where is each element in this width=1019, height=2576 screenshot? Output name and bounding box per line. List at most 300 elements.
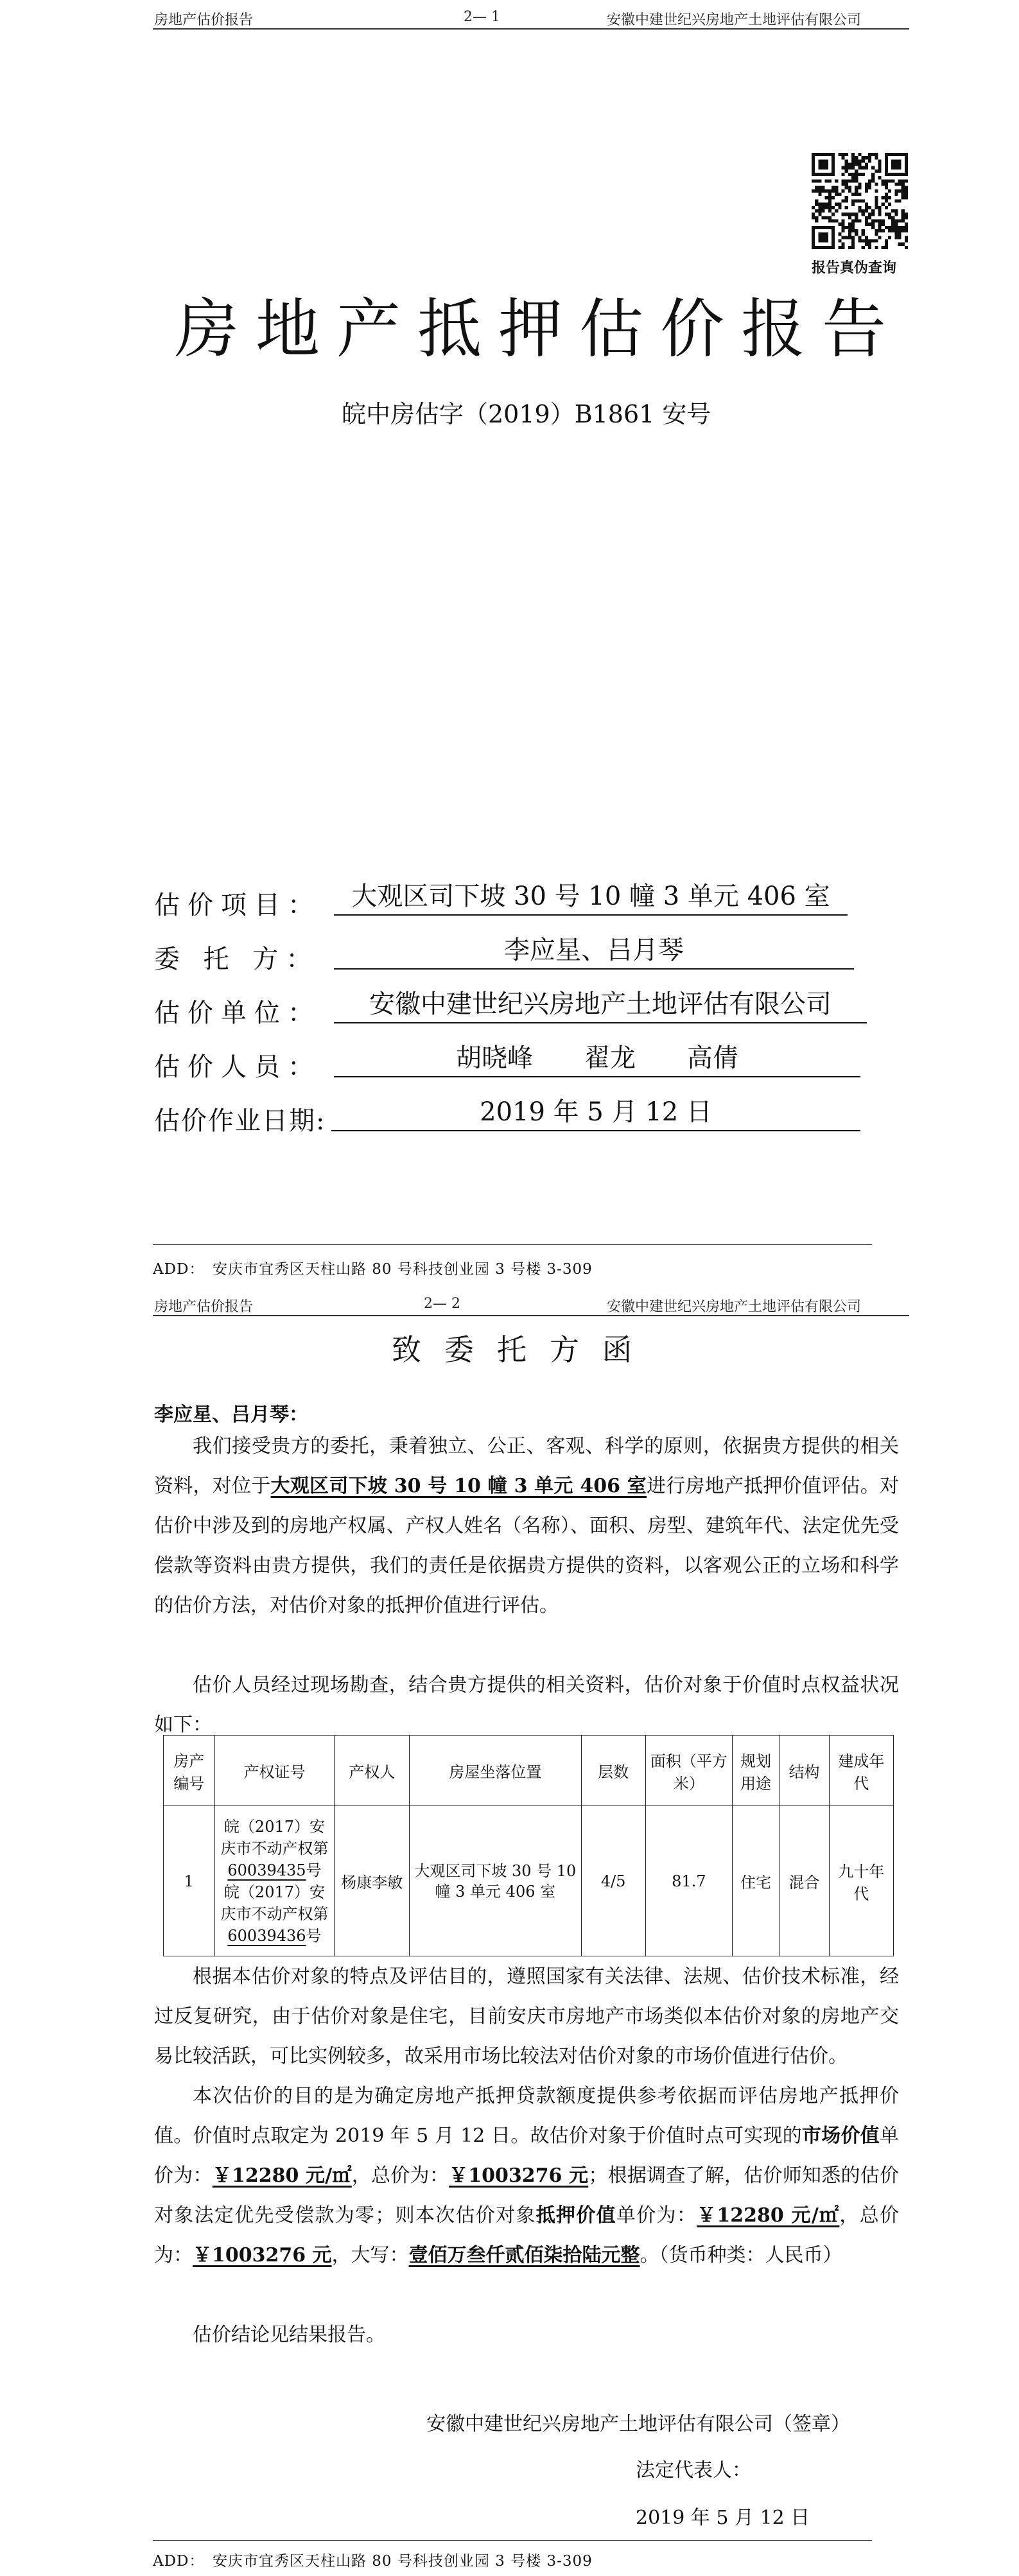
qr-module [845, 179, 848, 182]
mortgage-value-label: 抵押价值 [536, 2204, 616, 2227]
page2-header-page-number: 2— 2 [424, 1296, 460, 1312]
qr-module [832, 239, 835, 242]
qr-module [815, 189, 818, 193]
qr-module [894, 189, 898, 193]
qr-module [855, 229, 858, 232]
qr-module [855, 176, 858, 179]
qr-module [828, 226, 832, 229]
qr-module [878, 163, 881, 166]
cell-location: 大观区司下坡 30 号 10 幢 3 单元 406 室 [410, 1806, 581, 1956]
qr-module [845, 236, 848, 239]
table-header-floors: 层数 [581, 1736, 645, 1806]
qr-module [898, 173, 901, 176]
qr-module [825, 226, 828, 229]
qr-module [878, 226, 881, 229]
qr-module [875, 170, 878, 173]
qr-module [898, 199, 901, 202]
qr-module [878, 166, 881, 170]
qr-module [894, 213, 898, 216]
qr-module [812, 229, 815, 232]
qr-module [825, 153, 828, 156]
qr-module [885, 183, 888, 186]
qr-module [815, 173, 818, 176]
qr-module [878, 223, 881, 226]
page1-header-rule [153, 28, 909, 30]
qr-module [888, 173, 891, 176]
qr-module [832, 163, 835, 166]
qr-module [818, 159, 821, 162]
qr-module [865, 216, 868, 219]
qr-module [885, 170, 888, 173]
qr-module [851, 199, 855, 202]
qr-module [905, 186, 908, 189]
cell-structure: 混合 [779, 1806, 829, 1956]
qr-module [818, 173, 821, 176]
qr-module [871, 223, 875, 226]
qr-module [842, 229, 845, 232]
qr-module [871, 176, 875, 179]
cell-usage: 住宅 [733, 1806, 779, 1956]
table-header-structure: 结构 [779, 1736, 829, 1806]
qr-module [878, 213, 881, 216]
qr-module [851, 219, 855, 222]
qr-module [868, 216, 871, 219]
qr-module [885, 186, 888, 189]
qr-module [871, 209, 875, 213]
qr-module [842, 153, 845, 156]
qr-module [818, 163, 821, 166]
qr-module [871, 226, 875, 229]
qr-module [832, 170, 835, 173]
qr-module [828, 179, 832, 182]
cert1-text: 皖（2017）安庆市不动产权第 [220, 1817, 329, 1858]
qr-module [855, 186, 858, 189]
qr-module [885, 179, 888, 182]
qr-module [825, 232, 828, 236]
page1-header-left: 房地产估价报告 [154, 12, 254, 28]
qr-module [888, 236, 891, 239]
qr-module [812, 189, 815, 193]
qr-module [885, 226, 888, 229]
qr-module [875, 229, 878, 232]
qr-module [885, 159, 888, 162]
qr-module [862, 246, 865, 249]
qr-module [812, 179, 815, 182]
qr-module [815, 246, 818, 249]
qr-module [882, 203, 885, 206]
qr-module [812, 232, 815, 236]
qr-module [894, 163, 898, 166]
qr-module [851, 213, 855, 216]
field-value-client: 李应星、吕月琴 [334, 934, 854, 970]
qr-module [832, 236, 835, 239]
qr-module [898, 189, 901, 193]
qr-module [905, 179, 908, 182]
qr-module [901, 216, 905, 219]
qr-module [891, 209, 894, 213]
qr-module [851, 153, 855, 156]
qr-module [858, 153, 861, 156]
qr-module [842, 199, 845, 202]
qr-module [882, 223, 885, 226]
qr-module [868, 223, 871, 226]
table-header-area: 面积（平方米） [645, 1736, 732, 1806]
qr-module [865, 203, 868, 206]
qr-module [905, 156, 908, 159]
qr-module [822, 159, 825, 162]
qr-module [885, 239, 888, 242]
signature-company: 安徽中建世纪兴房地产土地评估有限公司（签章） [426, 2413, 850, 2435]
qr-module [851, 193, 855, 196]
qr-module [851, 156, 855, 159]
qr-module [828, 193, 832, 196]
qr-module [851, 203, 855, 206]
qr-module [842, 166, 845, 170]
qr-module [835, 209, 838, 213]
field-value-project: 大观区司下坡 30 号 10 幢 3 单元 406 室 [334, 880, 848, 916]
qr-module [848, 246, 851, 249]
qr-module [888, 189, 891, 193]
qr-module [905, 226, 908, 229]
qr-module [855, 159, 858, 162]
qr-module [822, 166, 825, 170]
qr-module [871, 179, 875, 182]
qr-module [812, 159, 815, 162]
qr-module [842, 219, 845, 222]
qr-module [901, 243, 905, 246]
qr-module [905, 189, 908, 193]
qr-module [894, 209, 898, 213]
qr-module [905, 153, 908, 156]
field-label-appraiser-unit: 估价单位： [154, 998, 321, 1028]
qr-module [818, 226, 821, 229]
cell-owners: 杨康李敏 [335, 1806, 410, 1956]
qr-module [851, 226, 855, 229]
qr-module [815, 203, 818, 206]
qr-module [855, 193, 858, 196]
qr-module [891, 219, 894, 222]
qr-module [818, 232, 821, 236]
qr-module [894, 236, 898, 239]
qr-module [885, 166, 888, 170]
qr-module [868, 153, 871, 156]
qr-module [898, 243, 901, 246]
qr-module [898, 229, 901, 232]
qr-module [851, 173, 855, 176]
valuation-text-d: ；根据调查了解，估价师知悉的估价对象法定优先受偿款为零；则本次估价对象 [154, 2164, 900, 2227]
qr-module [825, 206, 828, 209]
market-value-label: 市场价值 [802, 2125, 880, 2147]
qr-module [832, 196, 835, 199]
qr-module [905, 159, 908, 162]
qr-module [891, 163, 894, 166]
qr-module [822, 186, 825, 189]
qr-module [868, 156, 871, 159]
qr-module [845, 163, 848, 166]
field-label-client: 委 托 方： [154, 944, 320, 974]
qr-module [862, 232, 865, 236]
qr-module [894, 223, 898, 226]
qr-module [882, 219, 885, 222]
qr-module [885, 206, 888, 209]
qr-module [848, 166, 851, 170]
qr-module [855, 216, 858, 219]
qr-module [812, 206, 815, 209]
qr-module [822, 206, 825, 209]
qr-module [871, 153, 875, 156]
qr-module [858, 236, 861, 239]
qr-module [822, 189, 825, 193]
qr-module [905, 173, 908, 176]
qr-module [862, 173, 865, 176]
table-header-usage: 规划用途 [733, 1736, 779, 1806]
qr-module [905, 163, 908, 166]
qr-module [888, 153, 891, 156]
qr-module [845, 206, 848, 209]
table-header-number: 房产编号 [164, 1736, 215, 1806]
qr-module [828, 246, 832, 249]
qr-module [875, 203, 878, 206]
qr-module [845, 159, 848, 162]
qr-module [865, 219, 868, 222]
qr-module [838, 246, 841, 249]
qr-module [901, 183, 905, 186]
document-number: 皖中房估字（2019）B1861 安号 [342, 400, 711, 428]
qr-module [865, 163, 868, 166]
qr-module [888, 226, 891, 229]
qr-module [858, 239, 861, 242]
qr-module [858, 163, 861, 166]
valuation-text-g: ，大写： [331, 2244, 409, 2267]
qr-module [888, 196, 891, 199]
qr-module [835, 189, 838, 193]
field-value-appraiser-unit: 安徽中建世纪兴房地产土地评估有限公司 [334, 988, 867, 1023]
qr-module [815, 219, 818, 222]
qr-module [894, 183, 898, 186]
qr-module [812, 239, 815, 242]
qr-module [822, 173, 825, 176]
valuation-text-e: 单价为： [616, 2204, 697, 2227]
qr-module [878, 176, 881, 179]
qr-module [848, 163, 851, 166]
qr-module [875, 239, 878, 242]
qr-module [885, 163, 888, 166]
market-total-price: ￥1003276 元 [449, 2164, 589, 2187]
qr-module [828, 209, 832, 213]
qr-module [832, 186, 835, 189]
valuation-text-h: 。（货币种类：人民币） [640, 2244, 842, 2267]
qr-module [894, 232, 898, 236]
qr-module [848, 186, 851, 189]
qr-module [885, 213, 888, 216]
qr-module [905, 213, 908, 216]
qr-module [855, 199, 858, 202]
qr-module [842, 213, 845, 216]
cert2-suffix: 号 [306, 1926, 322, 1945]
qr-module [818, 186, 821, 189]
qr-module [832, 226, 835, 229]
qr-module [875, 156, 878, 159]
qr-module [825, 196, 828, 199]
qr-module [851, 236, 855, 239]
qr-module [848, 236, 851, 239]
qr-module [815, 226, 818, 229]
qr-module [871, 219, 875, 222]
qr-module [894, 229, 898, 232]
qr-module [832, 232, 835, 236]
qr-module [905, 246, 908, 249]
qr-module [822, 209, 825, 213]
qr-module [828, 199, 832, 202]
qr-module [868, 183, 871, 186]
signature-representative: 法定代表人： [636, 2459, 751, 2482]
qr-module [825, 239, 828, 242]
qr-module [832, 219, 835, 222]
qr-module [885, 199, 888, 202]
qr-module [905, 223, 908, 226]
total-price-uppercase: 壹佰万叁仟贰佰柒拾陆元整 [408, 2244, 640, 2267]
qr-module [865, 156, 868, 159]
qr-module [855, 163, 858, 166]
qr-module [851, 229, 855, 232]
qr-module [885, 156, 888, 159]
qr-module [901, 213, 905, 216]
qr-module [894, 153, 898, 156]
cell-floors: 4/5 [581, 1806, 645, 1956]
qr-module [828, 153, 832, 156]
qr-module [855, 179, 858, 182]
qr-module [875, 232, 878, 236]
qr-module [832, 173, 835, 176]
qr-module [842, 156, 845, 159]
qr-module [898, 183, 901, 186]
qr-module [901, 189, 905, 193]
paragraph-site-survey: 估价人员经过现场勘查，结合贵方提供的相关资料，估价对象于价值时点权益状况如下： [154, 1674, 899, 1736]
qr-module [832, 243, 835, 246]
qr-module [812, 226, 815, 229]
table-header-owner: 产权人 [335, 1736, 410, 1806]
qr-module [812, 166, 815, 170]
letter-title: 致委托方函 [392, 1332, 655, 1367]
qr-module [812, 216, 815, 219]
qr-module [812, 153, 815, 156]
qr-module [885, 196, 888, 199]
qr-module [851, 239, 855, 242]
qr-module [885, 173, 888, 176]
qr-module [832, 229, 835, 232]
qr-module [885, 246, 888, 249]
qr-module [845, 166, 848, 170]
qr-module [845, 186, 848, 189]
qr-module [865, 206, 868, 209]
cert2-text: 皖（2017）安庆市不动产权第 [220, 1883, 329, 1923]
qr-module [875, 246, 878, 249]
qr-module [835, 203, 838, 206]
qr-module [851, 166, 855, 170]
qr-module [812, 243, 815, 246]
qr-module [822, 236, 825, 239]
qr-module [815, 153, 818, 156]
qr-module [891, 229, 894, 232]
qr-module [842, 223, 845, 226]
field-value-appraisers: 胡晓峰 翟龙 高倩 [334, 1041, 860, 1077]
qr-module [875, 219, 878, 222]
qr-module [818, 213, 821, 216]
qr-module [815, 179, 818, 182]
qr-module [894, 199, 898, 202]
qr-module [878, 206, 881, 209]
qr-module [838, 239, 841, 242]
qr-module [838, 232, 841, 236]
paragraph-engagement-text-b: 进行房地产抵押价值评估。对估价中涉及到的房地产权属、产权人姓名（名称）、面积、房型、建筑年代、法定优先受偿款等资料由贵方提供，我们的责任是依据贵方提供的资料，以客观公正的立场和科学的估价方法，对估价对象的抵押价值进行评估。 [154, 1475, 900, 1617]
qr-module [905, 239, 908, 242]
qr-code-icon [812, 153, 908, 249]
qr-module [894, 166, 898, 170]
qr-module [842, 246, 845, 249]
qr-module [828, 216, 832, 219]
qr-module [851, 176, 855, 179]
field-label-date: 估价作业日期: [154, 1106, 326, 1136]
qr-module [898, 159, 901, 162]
qr-module [885, 153, 888, 156]
qr-module [832, 159, 835, 162]
qr-module [891, 226, 894, 229]
qr-module [832, 189, 835, 193]
qr-module [838, 206, 841, 209]
qr-module [832, 206, 835, 209]
qr-module [865, 223, 868, 226]
qr-module [822, 239, 825, 242]
qr-module [855, 156, 858, 159]
qr-module [848, 179, 851, 182]
paragraph-method: 根据本估价对象的特点及评估目的，遵照国家有关法律、法规、估价技术标准，经过反复研究，由于估价对象是住宅，目前安庆市房地产市场类似本估价对象的房地产交易比较活跃，可比实例较多，故采用市场比较法对估价对象的市场价值进行估价。 [154, 1965, 899, 2067]
qr-module [868, 179, 871, 182]
qr-module [818, 236, 821, 239]
qr-module [818, 209, 821, 213]
qr-module [894, 219, 898, 222]
qr-module [875, 206, 878, 209]
qr-module [835, 219, 838, 222]
qr-module [851, 223, 855, 226]
qr-module [865, 236, 868, 239]
qr-module [878, 219, 881, 222]
qr-module [868, 246, 871, 249]
qr-module [891, 166, 894, 170]
qr-module [828, 173, 832, 176]
qr-module [901, 229, 905, 232]
paragraph-valuation [154, 2076, 899, 2276]
qr-module [898, 153, 901, 156]
qr-module [865, 166, 868, 170]
qr-module [878, 229, 881, 232]
qr-module [818, 193, 821, 196]
qr-module [818, 189, 821, 193]
qr-module [812, 213, 815, 216]
qr-module [862, 213, 865, 216]
qr-module [818, 153, 821, 156]
qr-module [818, 179, 821, 182]
valuation-text-a: 本次估价的目的是为确定房地产抵押贷款额度提供参考依据而评估房地产抵押价值。价值时点取定为 2019 年 5 月 12 日。故估价对象于价值时点可实现的 [154, 2085, 899, 2147]
valuation-text-c: ，总价为： [351, 2164, 449, 2187]
qr-module [878, 236, 881, 239]
qr-module [842, 243, 845, 246]
table-row [164, 1806, 894, 1956]
qr-module [882, 179, 885, 182]
qr-module [855, 173, 858, 176]
qr-module [822, 203, 825, 206]
qr-module [812, 163, 815, 166]
qr-module [825, 189, 828, 193]
